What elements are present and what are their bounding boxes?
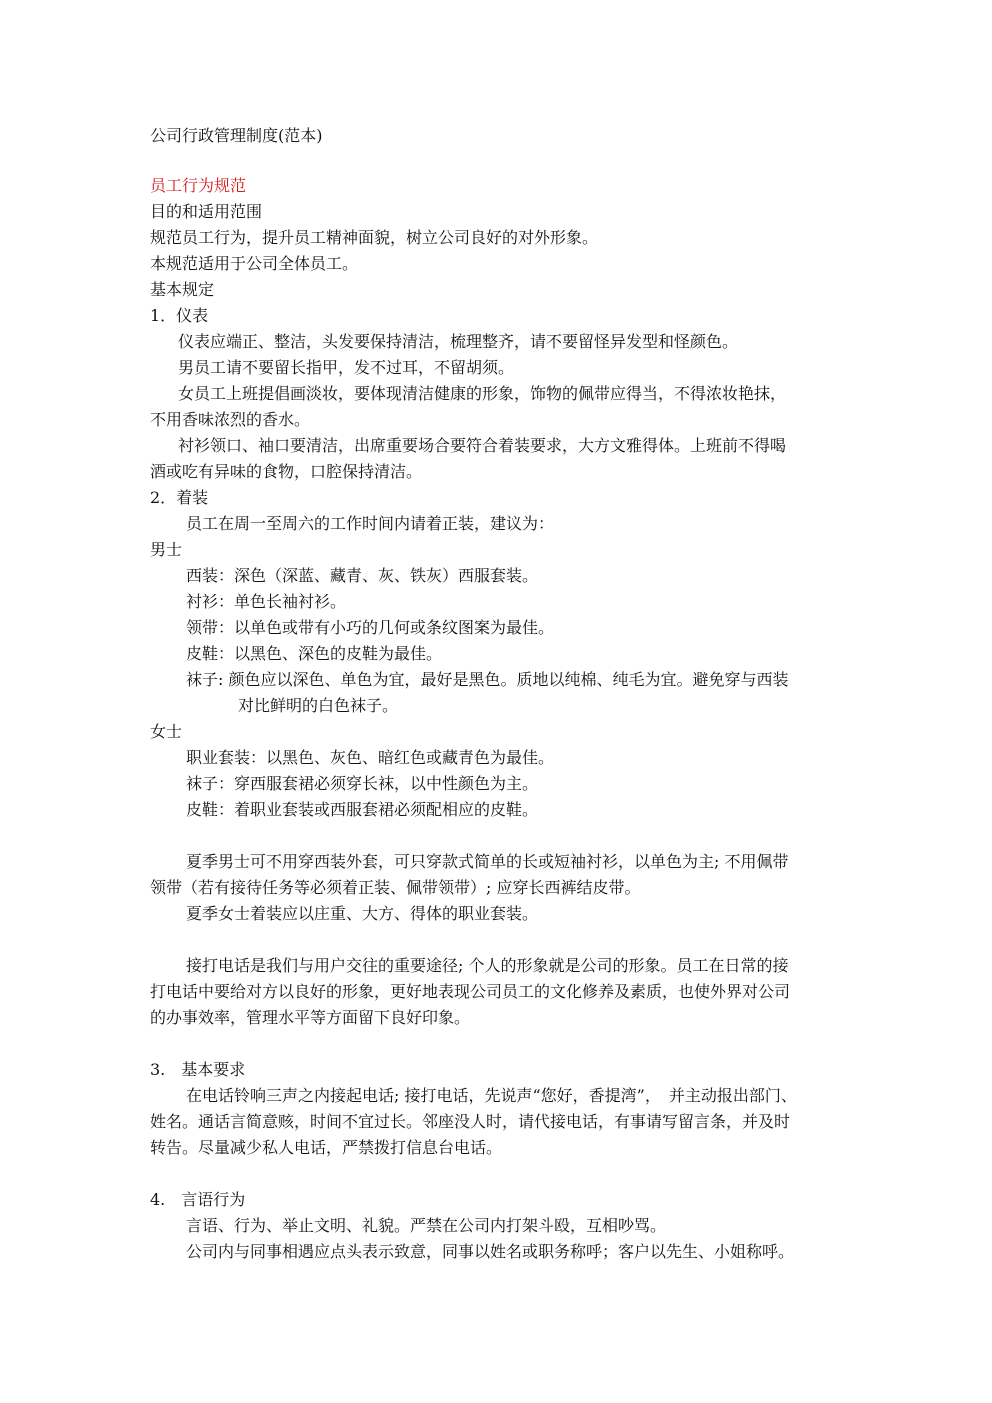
dress-heading: 2．着装 [150,488,209,507]
purpose-heading: 目的和适用范围 [150,202,263,221]
appearance-paragraph-3-line-1: 女员工上班提倡画淡妆，要体现清洁健康的形象，饰物的佩带应得当，不得浓妆艳抹， [178,384,787,403]
speech-heading: 4. 言语行为 [150,1190,246,1209]
basic-requirements-heading: 3. 基本要求 [150,1060,246,1079]
purpose-text: 规范员工行为，提升员工精神面貌，树立公司良好的对外形象。 [150,228,599,247]
appearance-paragraph-2: 男员工请不要留长指甲，发不过耳，不留胡须。 [178,358,515,377]
document-title: 公司行政管理制度(范本) [150,126,323,145]
men-item-shoes: 皮鞋：以黑色、深色的皮鞋为最佳。 [186,644,443,663]
speech-line-1: 言语、行为、举止文明、礼貌。严禁在公司内打架斗殴，互相吵骂。 [186,1216,667,1235]
phone-intro-line-3: 的办事效率，管理水平等方面留下良好印象。 [150,1008,471,1027]
men-item-tie: 领带：以单色或带有小巧的几何或条纹图案为最佳。 [186,618,555,637]
basic-requirements-line-3: 转告。尽量减少私人电话，严禁拨打信息台电话。 [150,1138,503,1157]
women-item-suit: 职业套装：以黑色、灰色、暗红色或藏青色为最佳。 [186,748,555,767]
appearance-paragraph-3-line-2: 不用香味浓烈的香水。 [150,410,311,429]
women-item-shoes: 皮鞋：着职业套装或西服套裙必须配相应的皮鞋。 [186,800,539,819]
section-heading: 员工行为规范 [150,176,247,195]
dress-intro: 员工在周一至周六的工作时间内请着正装，建议为： [186,514,555,533]
women-item-socks: 袜子：穿西服套裙必须穿长袜，以中性颜色为主。 [186,774,539,793]
basic-requirements-line-1: 在电话铃响三声之内接起电话; 接打电话，先说声“您好，香提湾”， 并主动报出部门、 [186,1086,797,1105]
men-heading: 男士 [150,540,183,559]
appearance-paragraph-4-line-1: 衬衫领口、袖口要清洁，出席重要场合要符合着装要求，大方文雅得体。上班前不得喝 [178,436,787,455]
appearance-paragraph-1: 仪表应端正、整洁，头发要保持清洁，梳理整齐，请不要留怪异发型和怪颜色。 [178,332,739,351]
speech-line-2: 公司内与同事相遇应点头表示致意，同事以姓名或职务称呼；客户以先生、小姐称呼。 [186,1242,795,1261]
basic-rules-heading: 基本规定 [150,280,215,299]
men-item-shirt: 衬衫：单色长袖衬衫。 [186,592,347,611]
men-item-socks-continued: 对比鲜明的白色袜子。 [238,696,399,715]
scope-text: 本规范适用于公司全体员工。 [150,254,359,273]
men-item-suit: 西装：深色（深蓝、藏青、灰、铁灰）西服套装。 [186,566,539,585]
basic-requirements-line-2: 姓名。通话言简意赅，时间不宜过长。邻座没人时，请代接电话，有事请写留言条，并及时 [150,1112,791,1131]
women-heading: 女士 [150,722,183,741]
summer-men-line-1: 夏季男士可不用穿西装外套，可只穿款式简单的长或短袖衬衫，以单色为主; 不用佩带 [186,852,789,871]
appearance-paragraph-4-line-2: 酒或吃有异味的食物，口腔保持清洁。 [150,462,423,481]
summer-women: 夏季女士着装应以庄重、大方、得体的职业套装。 [186,904,539,923]
appearance-heading: 1．仪表 [150,306,209,325]
phone-intro-line-2: 打电话中要给对方以良好的形象，更好地表现公司员工的文化修养及素质，也使外界对公司 [150,982,791,1001]
phone-intro-line-1: 接打电话是我们与用户交往的重要途径; 个人的形象就是公司的形象。员工在日常的接 [186,956,789,975]
men-item-socks: 袜子: 颜色应以深色、单色为宜，最好是黑色。质地以纯棉、纯毛为宜。避免穿与西装 [186,670,789,689]
summer-men-line-2: 领带（若有接待任务等必须着正装、佩带领带）; 应穿长西裤结皮带。 [150,878,641,897]
